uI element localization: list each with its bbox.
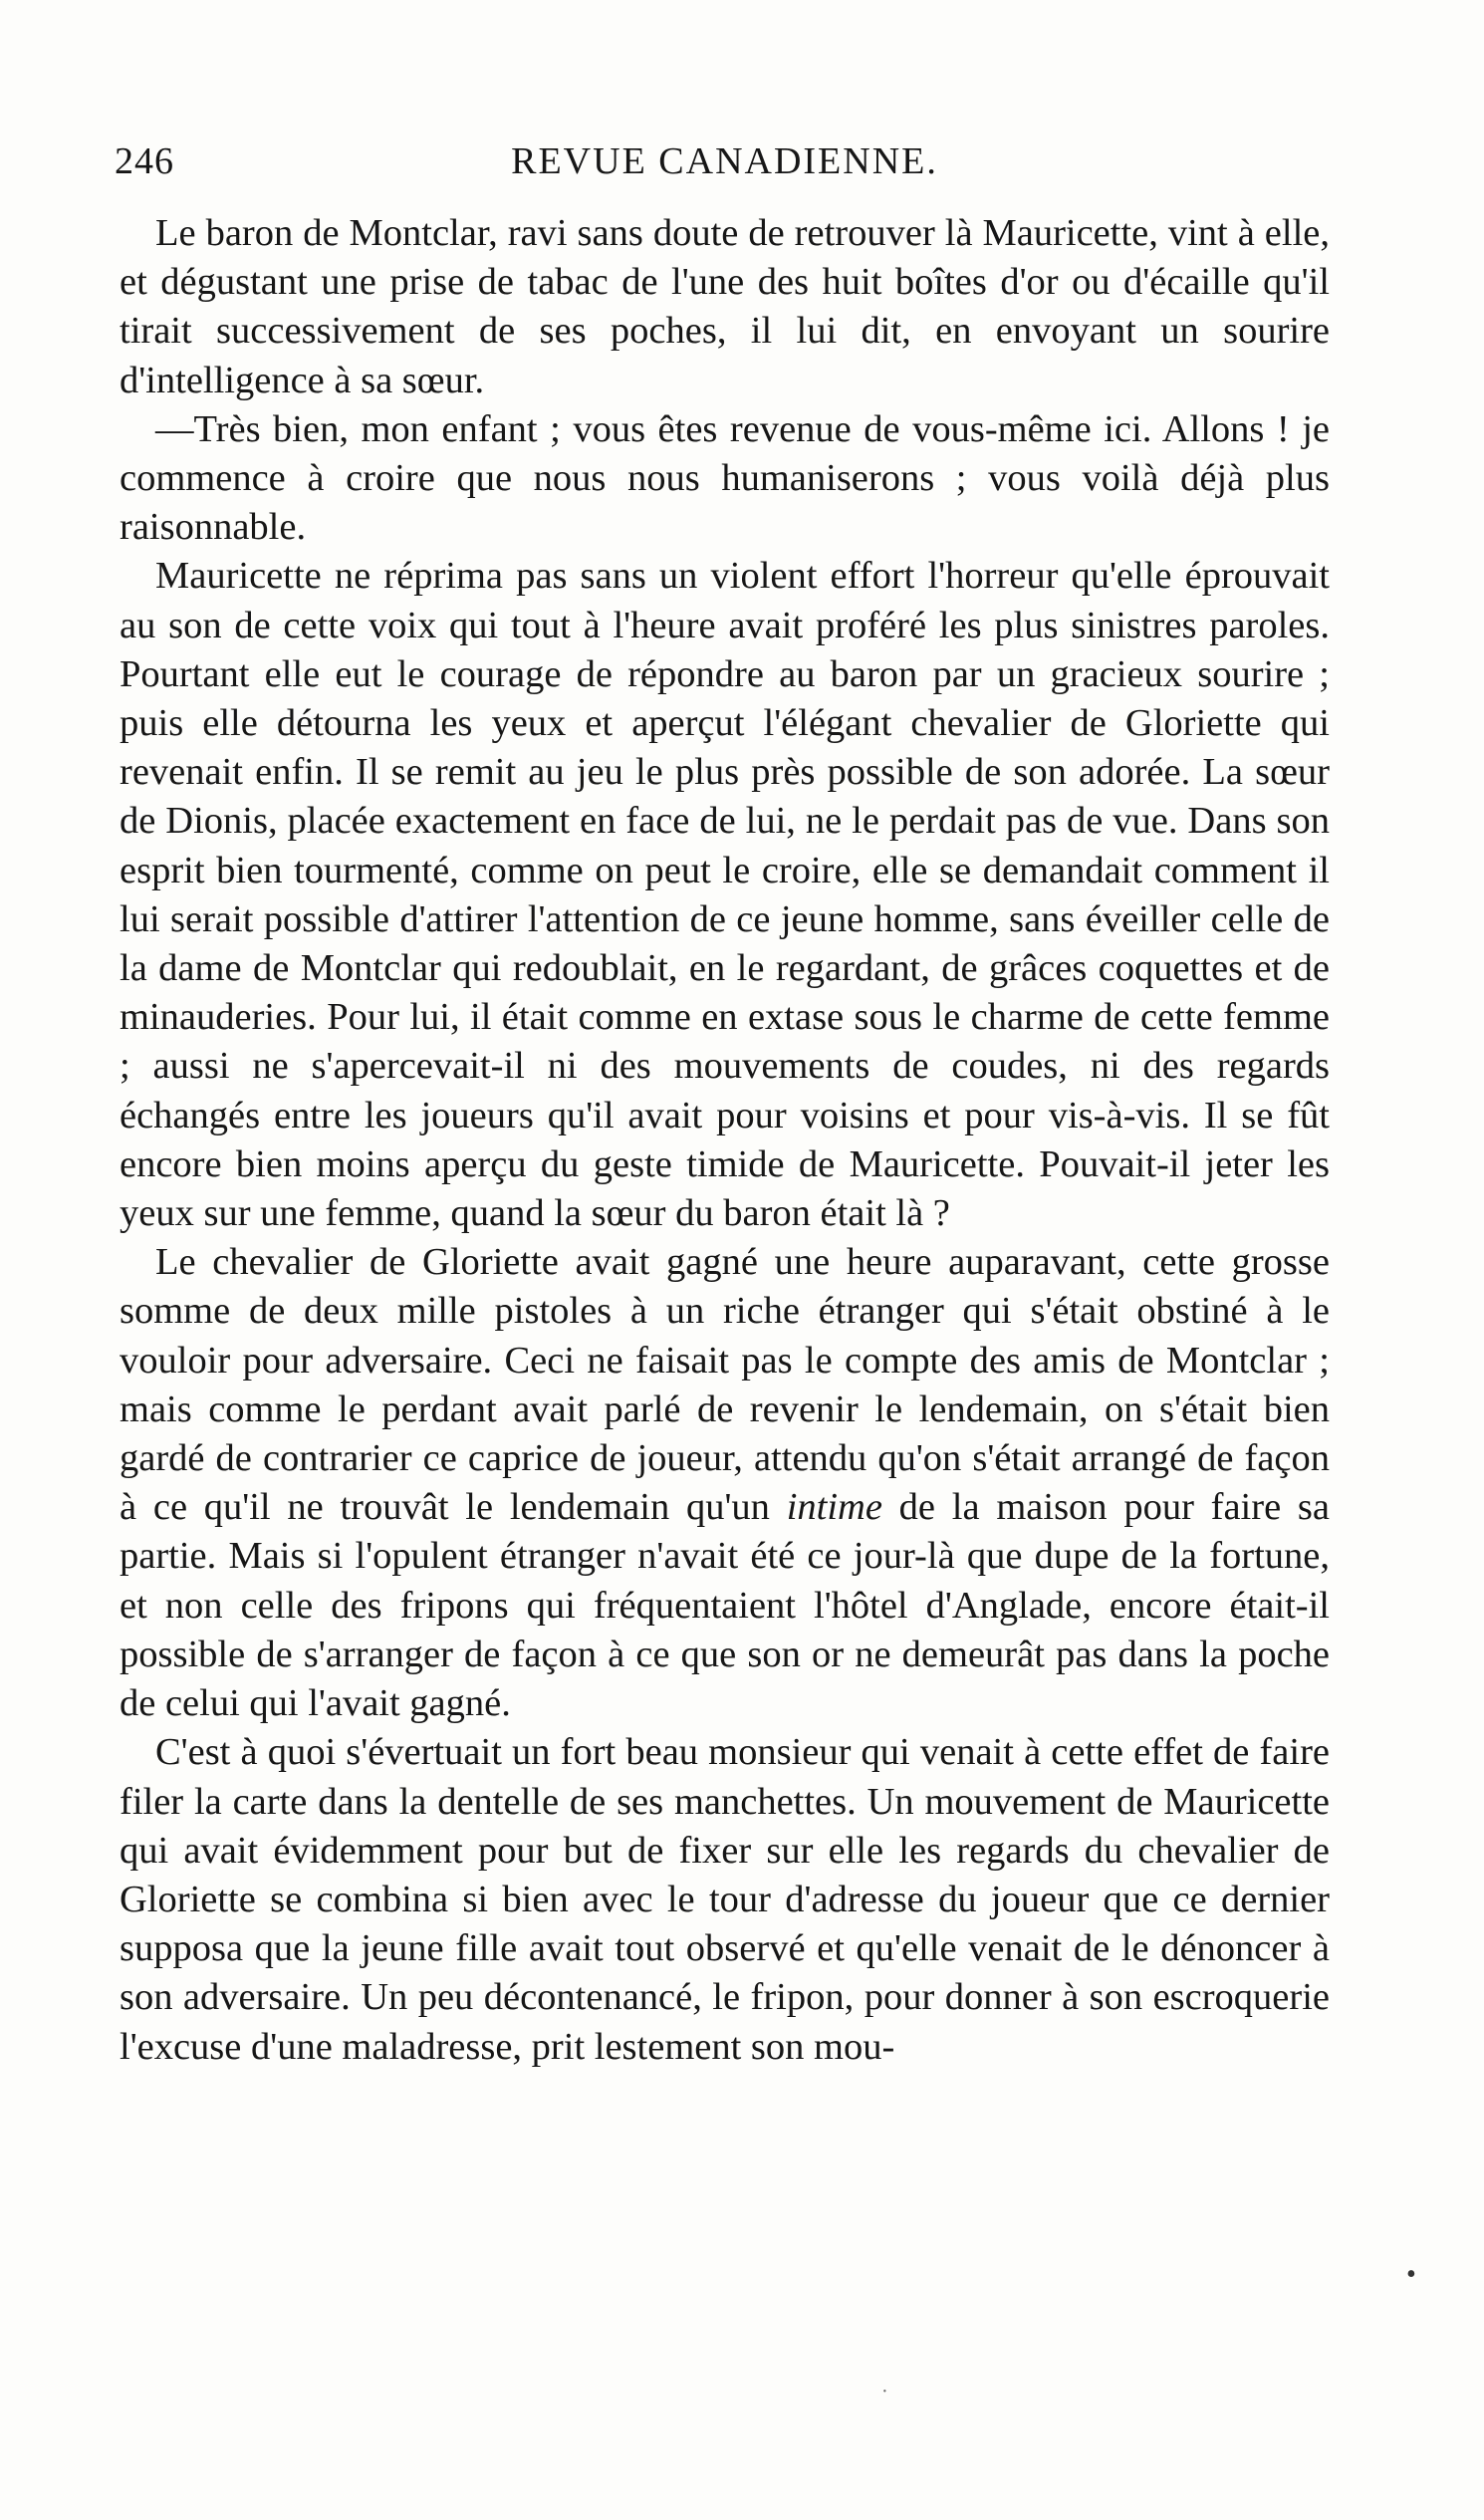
paragraph: Le chevalier de Gloriette avait gagné une heure auparavant, cette grosse somme de deux mille pistoles à un riche étranger qui s'était obstiné à le vouloir pour adversaire. Ceci ne faisait pas le compte des amis de Montclar ; mais comme le perdant avait parlé de revenir le lendemain, on s'était bien gardé de contrarier ce caprice de joueur, attendu qu'on s'était arrangé de façon à ce qu'il ne trouvât le lendemain qu'un intime de la maison pour faire sa partie. Mais si l'opulent étranger n'avait été ce jour-là que dupe de la fortune, et non celle des fripons qui fréquentaient l'hôtel d'Anglade, encore était-il possible de s'arranger de façon à ce que son or ne demeurât pas dans la poche de celui qui l'avait gagné. xyxy=(120,1241,1331,1725)
ink-speck: · xyxy=(881,2381,888,2402)
paragraph: —Très bien, mon enfant ; vous êtes revenue de vous-même ici. Allons ! je commence à croire que nous nous humaniserons ; vous voilà déjà plus raisonnable. xyxy=(120,407,1330,549)
paragraph: C'est à quoi s'évertuait un fort beau monsieur qui venait à cette effet de faire filer la carte dans la dentelle de ses manchettes. Un mouvement de Mauricette qui avait évidemment pour but de fixer sur elle les regards du chevalier de Gloriette se combina si bien avec le tour d'adresse du joueur que ce dernier supposa que la jeune fille avait tout observé et qu'elle venait de le dénoncer à son adversaire. Un peu décontenancé, le fripon, pour donner à son escroquerie l'excuse d'une maladresse, prit lestement son mou- xyxy=(120,1731,1330,2068)
body-text xyxy=(120,209,1330,2072)
paragraph: Mauricette ne réprima pas sans un violent effort l'horreur qu'elle éprouvait au son de cette voix qui tout à l'heure avait proféré les plus sinistres paroles. Pourtant elle eut le courage de répondre au baron par un gracieux sourire ; puis elle détourna les yeux et aperçut l'élégant chevalier de Gloriette qui revenait enfin. Il se remit au jeu le plus près possible de son adorée. La sœur de Dionis, placée exactement en face de lui, ne le perdait pas de vue. Dans son esprit bien tourmenté, comme on peut le croire, elle se demandait comment il lui serait possible d'attirer l'attention de ce jeune homme, sans éveiller celle de la dame de Montclar qui redoublait, en le regardant, de grâces coquettes et de minauderies. Pour lui, il était comme en extase sous le charme de cette femme ; aussi ne s'apercevait-il ni des mouvements de coudes, ni des regards échangés entre les joueurs qu'il avait pour voisins et pour vis-à-vis. Il se fût encore bien moins aperçu du geste timide de Mauricette. Pouvait-il jeter les yeux sur une femme, quand la sœur du baron était là ? xyxy=(120,555,1330,1235)
page-number: 246 xyxy=(115,140,174,182)
ink-speck: • xyxy=(1406,2259,1416,2290)
page-header xyxy=(115,139,1335,189)
italic-word: intime xyxy=(786,1486,882,1529)
paragraph: Le baron de Montclar, ravi sans doute de retrouver là Mauricette, vint à elle, et dégustant une prise de tabac de l'une des huit boîtes d'or ou d'écaille qu'il tirait successivement de ses poches, il lui dit, en envoyant un sourire d'intelligence à sa sœur. xyxy=(120,212,1330,401)
running-title: REVUE CANADIENNE. xyxy=(511,140,938,182)
